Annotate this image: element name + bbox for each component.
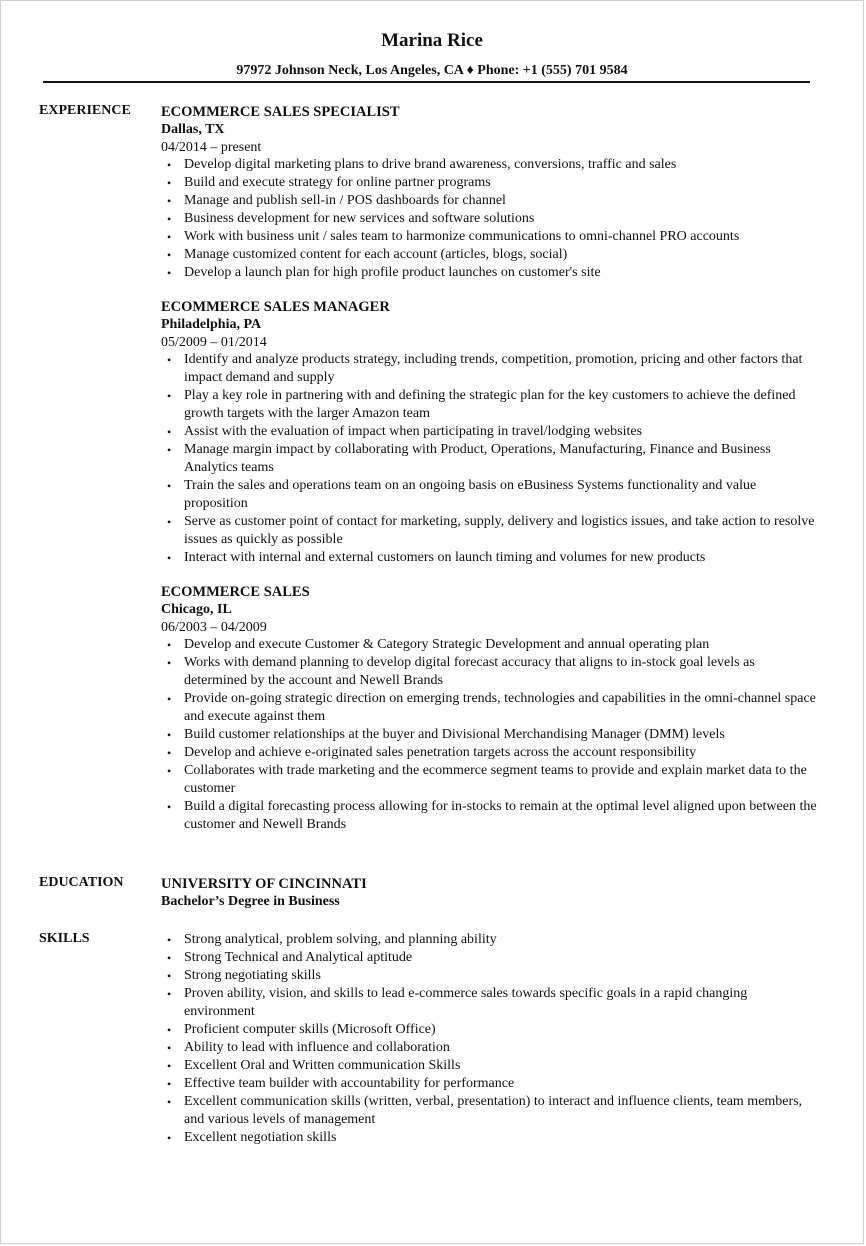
skill-item: • Excellent communication skills (written, verbal, presentation) to interact and influence clients, team members, and various levels of management — [161, 1093, 821, 1129]
job-bullet: • Collaborates with trade marketing and the ecommerce segment teams to provide and explain market data to the customer — [161, 762, 821, 798]
job-bullet: • Manage and publish sell-in / POS dashboards for channel — [161, 192, 821, 210]
job-title: ECOMMERCE SALES MANAGER — [161, 299, 390, 315]
job-entry — [161, 103, 821, 282]
job-bullet: • Provide on-going strategic direction on emerging trends, technologies and capabilities in the omni-channel space and execute against them — [161, 690, 821, 726]
job-title: ECOMMERCE SALES — [161, 584, 310, 600]
job-bullet-list — [161, 351, 821, 567]
job-bullet: • Develop a launch plan for high profile product launches on customer's site — [161, 264, 821, 282]
job-dates: 06/2003 – 04/2009 — [161, 620, 267, 635]
job-bullet: • Interact with internal and external customers on launch timing and volumes for new products — [161, 549, 821, 567]
education-heading: EDUCATION — [39, 875, 124, 890]
job-location: Dallas, TX — [161, 122, 225, 137]
skill-item: • Proven ability, vision, and skills to lead e-commerce sales towards specific goals in a rapid changing environment — [161, 985, 821, 1021]
job-bullet: • Business development for new services and software solutions — [161, 210, 821, 228]
contact-line: 97972 Johnson Neck, Los Angeles, CA ♦ Phone: +1 (555) 701 9584 — [236, 63, 628, 78]
job-bullet: • Develop digital marketing plans to drive brand awareness, conversions, traffic and sales — [161, 156, 821, 174]
job-location: Chicago, IL — [161, 602, 232, 617]
job-bullet: • Assist with the evaluation of impact when participating in travel/lodging websites — [161, 423, 821, 441]
job-entry — [161, 583, 821, 834]
job-bullet: • Build a digital forecasting process allowing for in-stocks to remain at the optimal level aligned upon between the customer and Newell Brands — [161, 798, 821, 834]
skill-item: • Excellent negotiation skills — [161, 1129, 821, 1147]
job-bullet: • Build customer relationships at the buyer and Divisional Merchandising Manager (DMM) levels — [161, 726, 821, 744]
job-dates: 05/2009 – 01/2014 — [161, 335, 267, 350]
job-bullet: • Develop and achieve e-originated sales penetration targets across the account responsibility — [161, 744, 821, 762]
job-bullet: • Serve as customer point of contact for marketing, supply, delivery and logistics issues, and take action to resolve issues as quickly as possible — [161, 513, 821, 549]
header-divider — [43, 81, 810, 83]
degree-name: Bachelor’s Degree in Business — [161, 894, 340, 909]
job-bullet: • Identify and analyze products strategy, including trends, competition, promotion, pricing and other factors that impact demand and supply — [161, 351, 821, 387]
job-bullet: • Play a key role in partnering with and defining the strategic plan for the key customers to achieve the defined growth targets with the larger Amazon team — [161, 387, 821, 423]
job-entry — [161, 298, 821, 567]
job-bullet: • Manage margin impact by collaborating with Product, Operations, Manufacturing, Finance and Business Analytics teams — [161, 441, 821, 477]
skill-item: • Ability to lead with influence and collaboration — [161, 1039, 821, 1057]
job-bullet: • Build and execute strategy for online partner programs — [161, 174, 821, 192]
skills-list — [161, 931, 821, 1147]
job-bullet: • Work with business unit / sales team to harmonize communications to omni-channel PRO accounts — [161, 228, 821, 246]
skill-item: • Effective team builder with accountability for performance — [161, 1075, 821, 1093]
skills-body — [161, 931, 821, 1147]
job-bullet: • Manage customized content for each account (articles, blogs, social) — [161, 246, 821, 264]
experience-body — [161, 103, 821, 850]
skill-item: • Strong negotiating skills — [161, 967, 821, 985]
job-title: ECOMMERCE SALES SPECIALIST — [161, 104, 400, 120]
skill-item: • Excellent Oral and Written communication Skills — [161, 1057, 821, 1075]
skill-item: • Strong Technical and Analytical aptitude — [161, 949, 821, 967]
skills-heading: SKILLS — [39, 931, 90, 946]
skill-item: • Strong analytical, problem solving, and planning ability — [161, 931, 821, 949]
experience-heading: EXPERIENCE — [39, 103, 131, 118]
school-name: UNIVERSITY OF CINCINNATI — [161, 876, 367, 892]
job-bullet: • Develop and execute Customer & Category Strategic Development and annual operating plan — [161, 636, 821, 654]
job-dates: 04/2014 – present — [161, 140, 262, 155]
skill-item: • Proficient computer skills (Microsoft Office) — [161, 1021, 821, 1039]
job-location: Philadelphia, PA — [161, 317, 262, 332]
job-bullet-list — [161, 636, 821, 834]
education-body — [161, 875, 821, 911]
candidate-name: Marina Rice — [381, 30, 483, 51]
job-bullet: • Works with demand planning to develop digital forecast accuracy that aligns to in-stock goal levels as determined by the account and Newell Brands — [161, 654, 821, 690]
job-bullet: • Train the sales and operations team on an ongoing basis on eBusiness Systems functionality and value proposition — [161, 477, 821, 513]
job-bullet-list — [161, 156, 821, 282]
